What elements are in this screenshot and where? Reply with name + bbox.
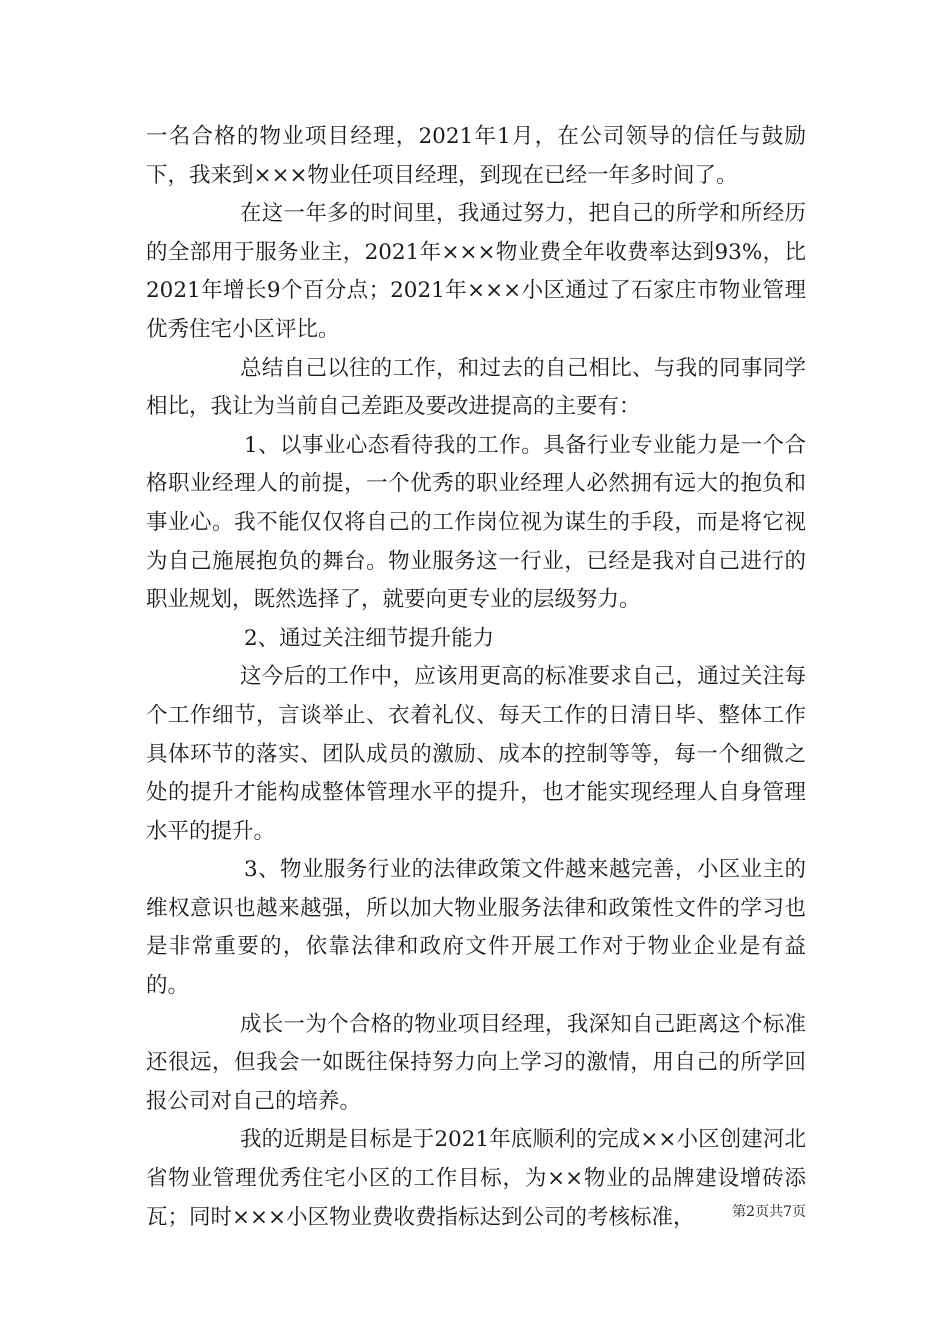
paragraph-item-1: 1、以事业心态看待我的工作。具备行业专业能力是一个合格职业经理人的前提，一个优秀的职业经理人必然拥有远大的抱负和事业心。我不能仅仅将自己的工作岗位视为谋生的手段，而是将它视为自己施展抱负的舞台。物业服务这一行业，已经是我对自己进行的职业规划，既然选择了，就要向更专业的层级努力。 (146, 432, 806, 613)
paragraph-achievements: 在这一年多的时间里，我通过努力，把自己的所学和所经历的全部用于服务业主，2021年×××物业费全年收费率达到93%，比2021年增长9个百分点；2021年×××小区通过了石家庄市物业管理优秀住宅小区评比。 (146, 201, 806, 342)
paragraph-continuation: 一名合格的物业项目经理，2021年1月，在公司领导的信任与鼓励下，我来到×××物业任项目经理，到现在已经一年多时间了。 (146, 124, 806, 188)
paragraph-item-2-heading: 2、通过关注细节提升能力 (244, 625, 495, 651)
paragraph-growth: 成长一为个合格的物业项目经理，我深知自己距离这个标准还很远，但我会一如既往保持努力向上学习的激情，用自己的所学回报公司对自己的培养。 (146, 1011, 806, 1114)
document-body (146, 118, 806, 1237)
paragraph-goals: 我的近期是目标是于2021年底顺利的完成××小区创建河北省物业管理优秀住宅小区的工作目标，为××物业的品牌建设增砖添瓦；同时×××小区物业费收费指标达到公司的考核标准， (146, 1127, 806, 1230)
paragraph-item-3: 3、物业服务行业的法律政策文件越来越完善，小区业主的维权意识也越来越强，所以加大物业服务法律和政策性文件的学习也是非常重要的，依靠法律和政府文件开展工作对于物业企业是有益的。 (146, 857, 806, 999)
paragraph-item-2-body: 这今后的工作中，应该用更高的标准要求自己，通过关注每个工作细节，言谈举止、衣着礼仪、每天工作的日清日毕、整体工作具体环节的落实、团队成员的激励、成本的控制等等，每一个细微之处的提升才能构成整体管理水平的提升，也才能实现经理人自身管理水平的提升。 (146, 664, 806, 844)
paragraph-summary: 总结自己以往的工作，和过去的自己相比、与我的同事同学相比，我让为当前自己差距及要改进提高的主要有： (146, 355, 806, 420)
page-number: 第2页共7页 (732, 1204, 806, 1220)
